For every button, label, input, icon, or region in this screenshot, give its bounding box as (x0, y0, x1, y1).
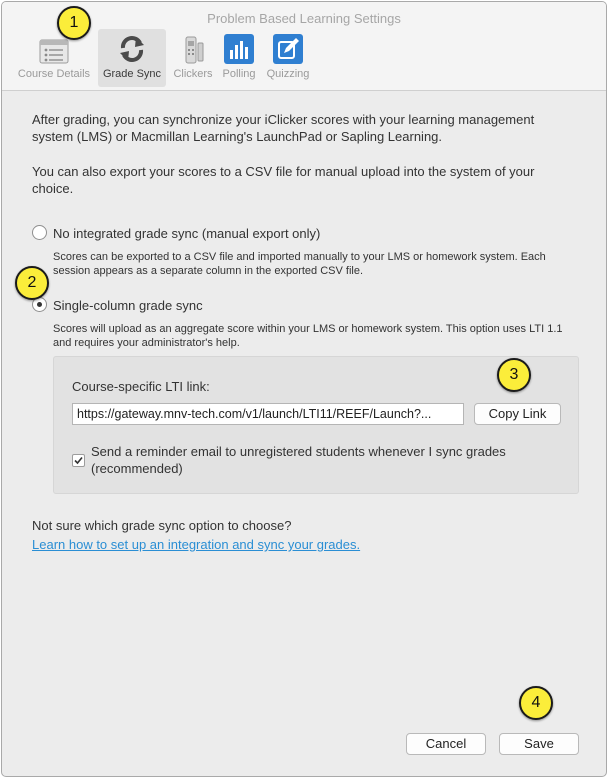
callout-badge-3: 3 (497, 358, 531, 392)
callout-badge-1: 1 (57, 6, 91, 40)
clicker-icon (177, 33, 209, 65)
window-title: Problem Based Learning Settings (207, 11, 401, 26)
tab-grade-sync[interactable] (98, 29, 166, 87)
tab-label: Course Details (17, 68, 91, 80)
bar-chart-icon (223, 33, 255, 65)
edit-icon (272, 33, 304, 65)
tab-label: Quizzing (266, 68, 310, 80)
copy-link-button[interactable]: Copy Link (474, 403, 561, 425)
option-label-single-column[interactable]: Single-column grade sync (53, 298, 203, 313)
option-description-manual-export: Scores can be exported to a CSV file and imported manually to your LMS or homework system. Each session appears as a separate column in the exported CSV file. (53, 251, 546, 277)
reminder-email-checkbox[interactable] (72, 454, 85, 467)
tab-label: Clickers (173, 68, 213, 80)
lti-link-label: Course-specific LTI link: (72, 379, 210, 394)
radio-no-integrated-sync[interactable] (32, 225, 47, 240)
checkmark-icon (73, 455, 84, 466)
option-description-single-column: Scores will upload as an aggregate score within your LMS or homework system. This option uses LTI 1.1 and requires your administrator's help. (53, 323, 563, 349)
lti-link-field[interactable] (72, 403, 464, 425)
cancel-button[interactable]: Cancel (406, 733, 486, 755)
tab-label: Polling (222, 68, 256, 80)
save-button[interactable]: Save (499, 733, 579, 755)
intro-text-export: You can also export your scores to a CSV file for manual upload into the system of your choice. (32, 164, 535, 196)
tab-quizzing[interactable] (262, 29, 314, 87)
grade-sync-panel (2, 91, 606, 777)
window-titlebar (2, 2, 606, 91)
tab-clickers[interactable] (170, 29, 216, 87)
tab-label: Grade Sync (102, 68, 162, 80)
integration-help-link[interactable]: Learn how to set up an integration and sync your grades. (32, 537, 361, 552)
callout-badge-2: 2 (15, 266, 49, 300)
tab-polling[interactable] (218, 29, 260, 87)
reminder-email-label[interactable]: Send a reminder email to unregistered students whenever I sync grades (recommended) (91, 444, 506, 476)
help-question: Not sure which grade sync option to choose? (32, 518, 292, 533)
intro-text: After grading, you can synchronize your iClicker scores with your learning management system (LMS) or Macmillan Learning's LaunchPad or Sapling Learning. (32, 112, 535, 144)
sync-icon (116, 33, 148, 65)
callout-badge-4: 4 (519, 686, 553, 720)
option-label-manual-export[interactable]: No integrated grade sync (manual export only) (53, 226, 321, 241)
